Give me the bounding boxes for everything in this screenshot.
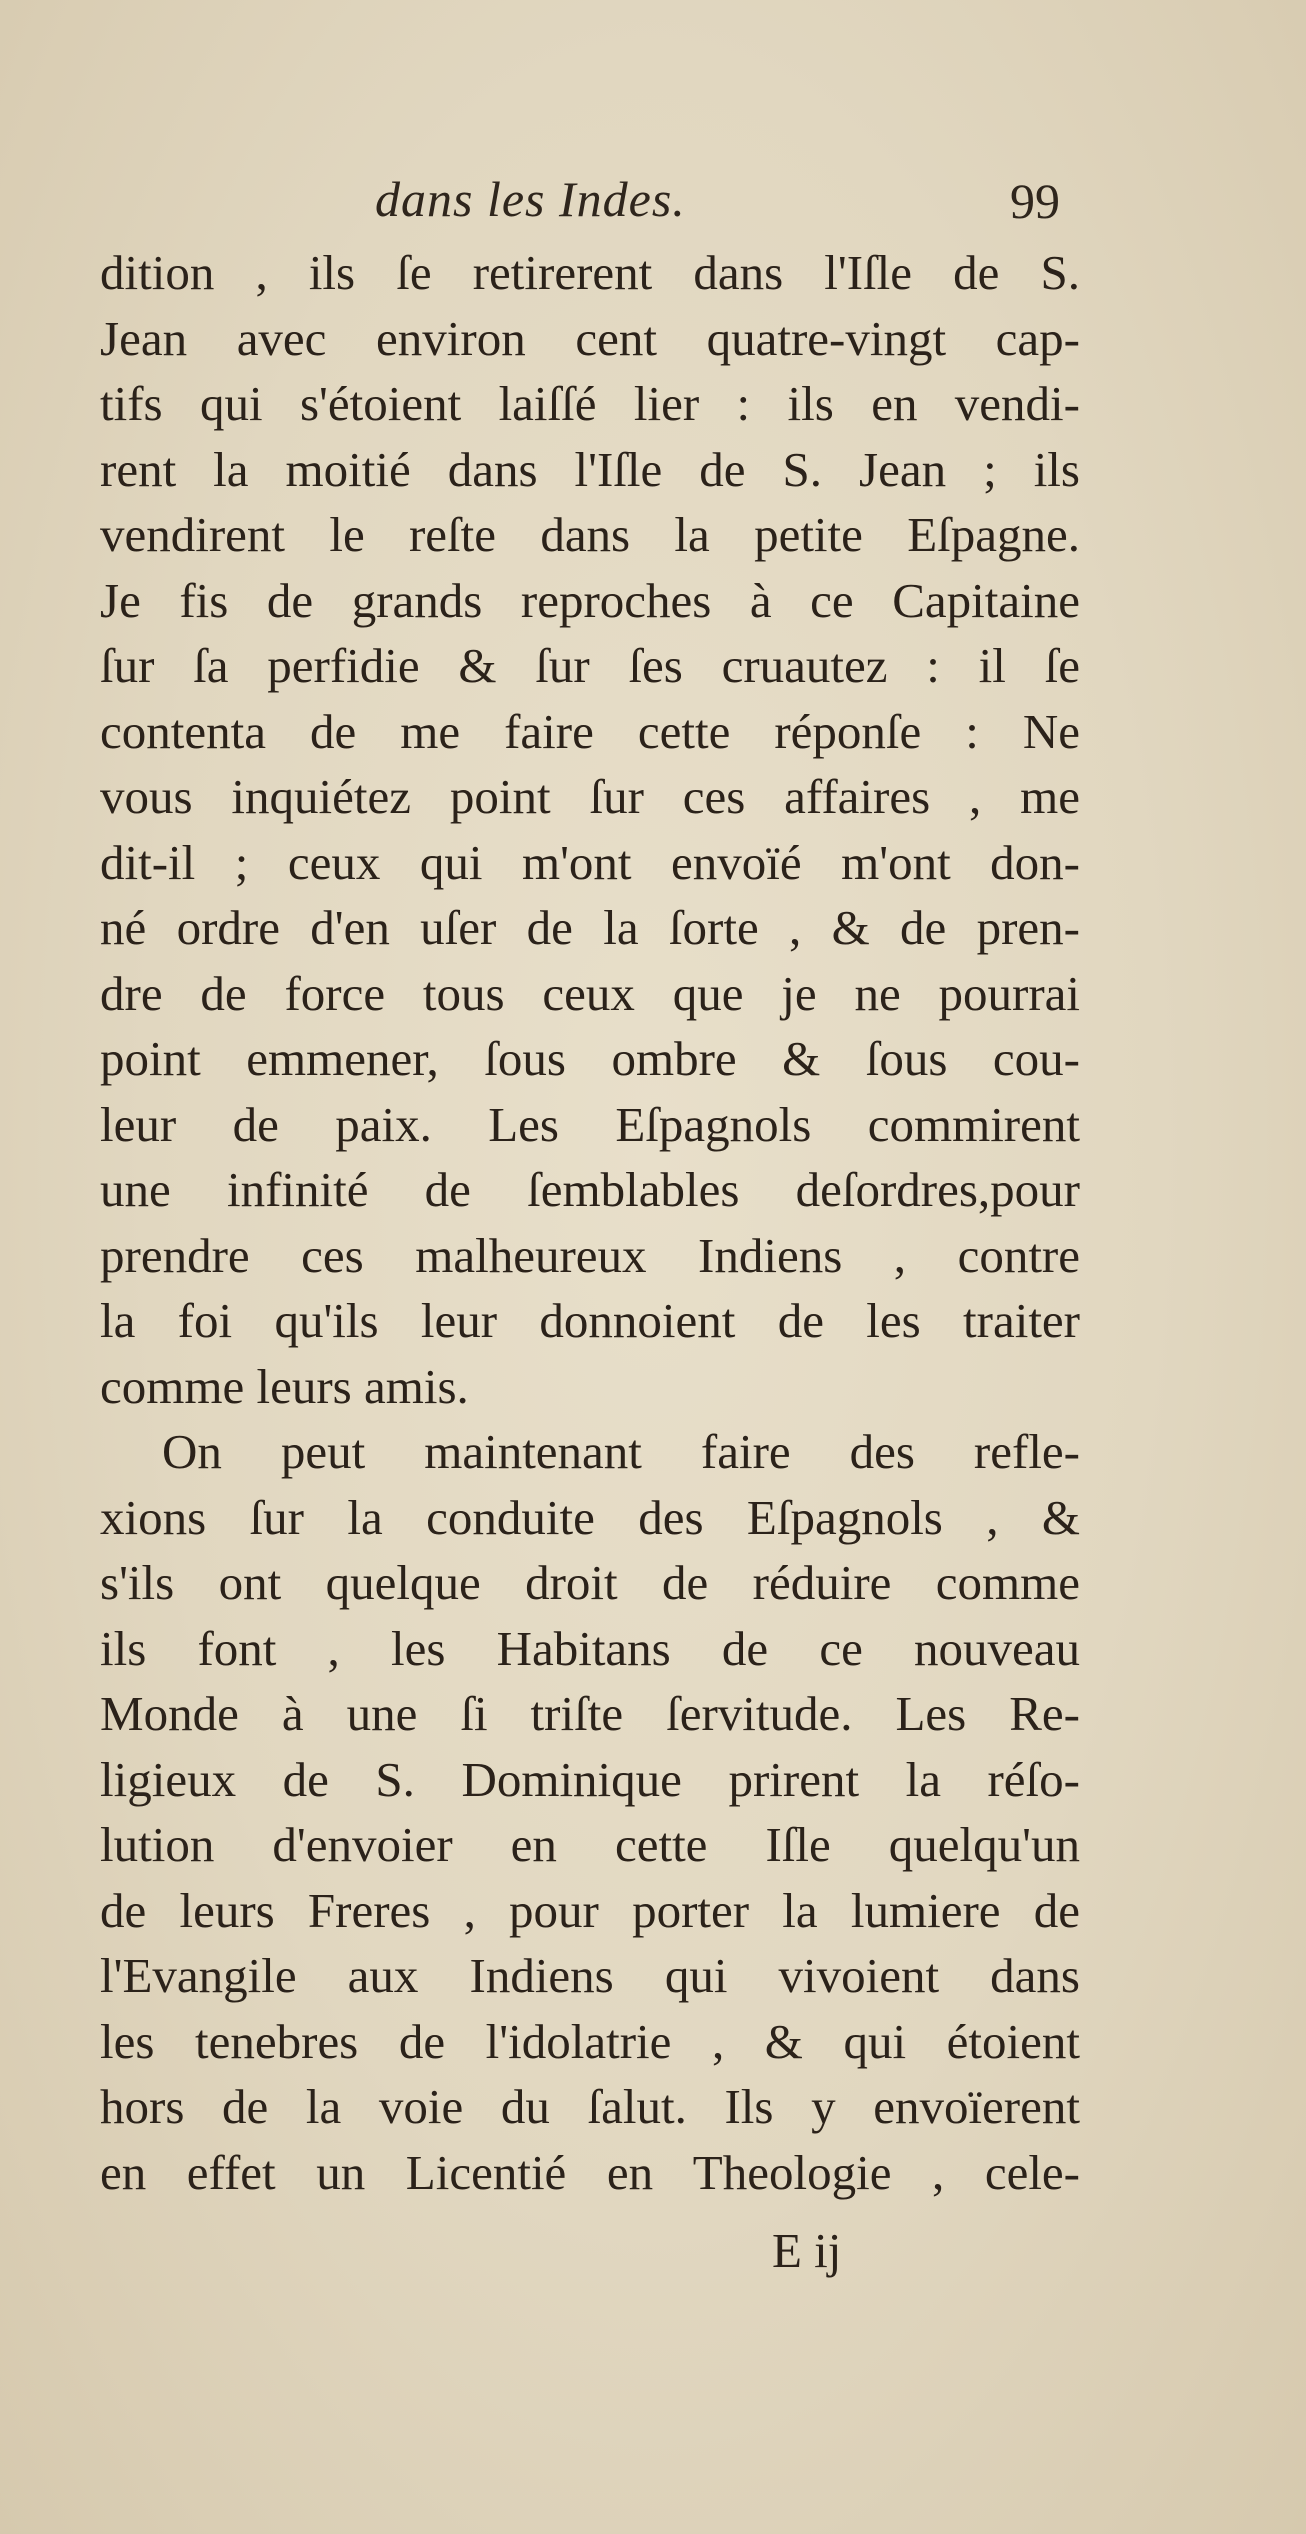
text-line: ligieux de S. Dominique prirent la réſo- — [100, 1751, 1080, 1807]
text-line: la foi qu'ils leur donnoient de les traiter — [100, 1293, 1080, 1348]
text-line: l'Evangile aux Indiens qui vivoient dans — [100, 1948, 1080, 2003]
text-line: Jean avec environ cent quatre-vingt cap- — [100, 310, 1080, 366]
signature-mark: E ij — [772, 2223, 842, 2278]
text-line: dition , ils ſe retirerent dans l'Iſle de S. — [100, 245, 1080, 300]
text-line: prendre ces malheureux Indiens , contre — [100, 1227, 1080, 1283]
text-line: vendirent le reſte dans la petite Eſpagne. — [100, 507, 1080, 562]
text-line: On peut maintenant faire des refle- — [162, 1424, 1080, 1479]
text-line: ils font , les Habitans de ce nouveau — [100, 1620, 1080, 1676]
running-head: dans les Indes. — [375, 171, 686, 227]
text-line: hors de la voie du ſalut. Ils y envoïerent — [100, 2079, 1080, 2134]
text-line: Je fis de grands reproches à ce Capitaine — [100, 572, 1080, 628]
text-line: point emmener, ſous ombre & ſous cou- — [100, 1031, 1080, 1086]
text-line: né ordre d'en uſer de la ſorte , & de pren- — [100, 900, 1080, 955]
text-line: lution d'envoier en cette Iſle quelqu'un — [100, 1817, 1080, 1872]
body-text — [100, 240, 1080, 2205]
text-line: en effet un Licentié en Theologie , cele- — [100, 2144, 1080, 2200]
text-line: rent la moitié dans l'Iſle de S. Jean ; ils — [100, 441, 1080, 497]
text-line: dit-il ; ceux qui m'ont envoïé m'ont don- — [100, 834, 1080, 890]
text-line: dre de force tous ceux que je ne pourrai — [100, 965, 1080, 1021]
paragraph — [100, 1419, 1080, 2205]
text-line: ſur ſa perfidie & ſur ſes cruautez : il ſe — [100, 638, 1080, 693]
text-line: de leurs Freres , pour porter la lumiere de — [100, 1882, 1080, 1938]
text-line: contenta de me faire cette réponſe : Ne — [100, 703, 1080, 759]
text-line: les tenebres de l'idolatrie , & qui étoient — [100, 2013, 1080, 2069]
text-line: xions ſur la conduite des Eſpagnols , & — [100, 1489, 1080, 1545]
text-line: s'ils ont quelque droit de réduire comme — [100, 1555, 1080, 1610]
text-line: comme leurs amis. — [100, 1358, 469, 1414]
text-line: leur de paix. Les Eſpagnols commirent — [100, 1096, 1080, 1152]
paragraph — [100, 240, 1080, 1419]
page-number: 99 — [1010, 173, 1060, 229]
page-header — [100, 170, 1080, 240]
text-line: vous inquiétez point ſur ces affaires , me — [100, 769, 1080, 824]
text-line: Monde à une ſi triſte ſervitude. Les Re- — [100, 1686, 1080, 1741]
text-line: tifs qui s'étoient laiſſé lier : ils en vendi- — [100, 376, 1080, 431]
text-line: une infinité de ſemblables deſordres,pour — [100, 1162, 1080, 1217]
